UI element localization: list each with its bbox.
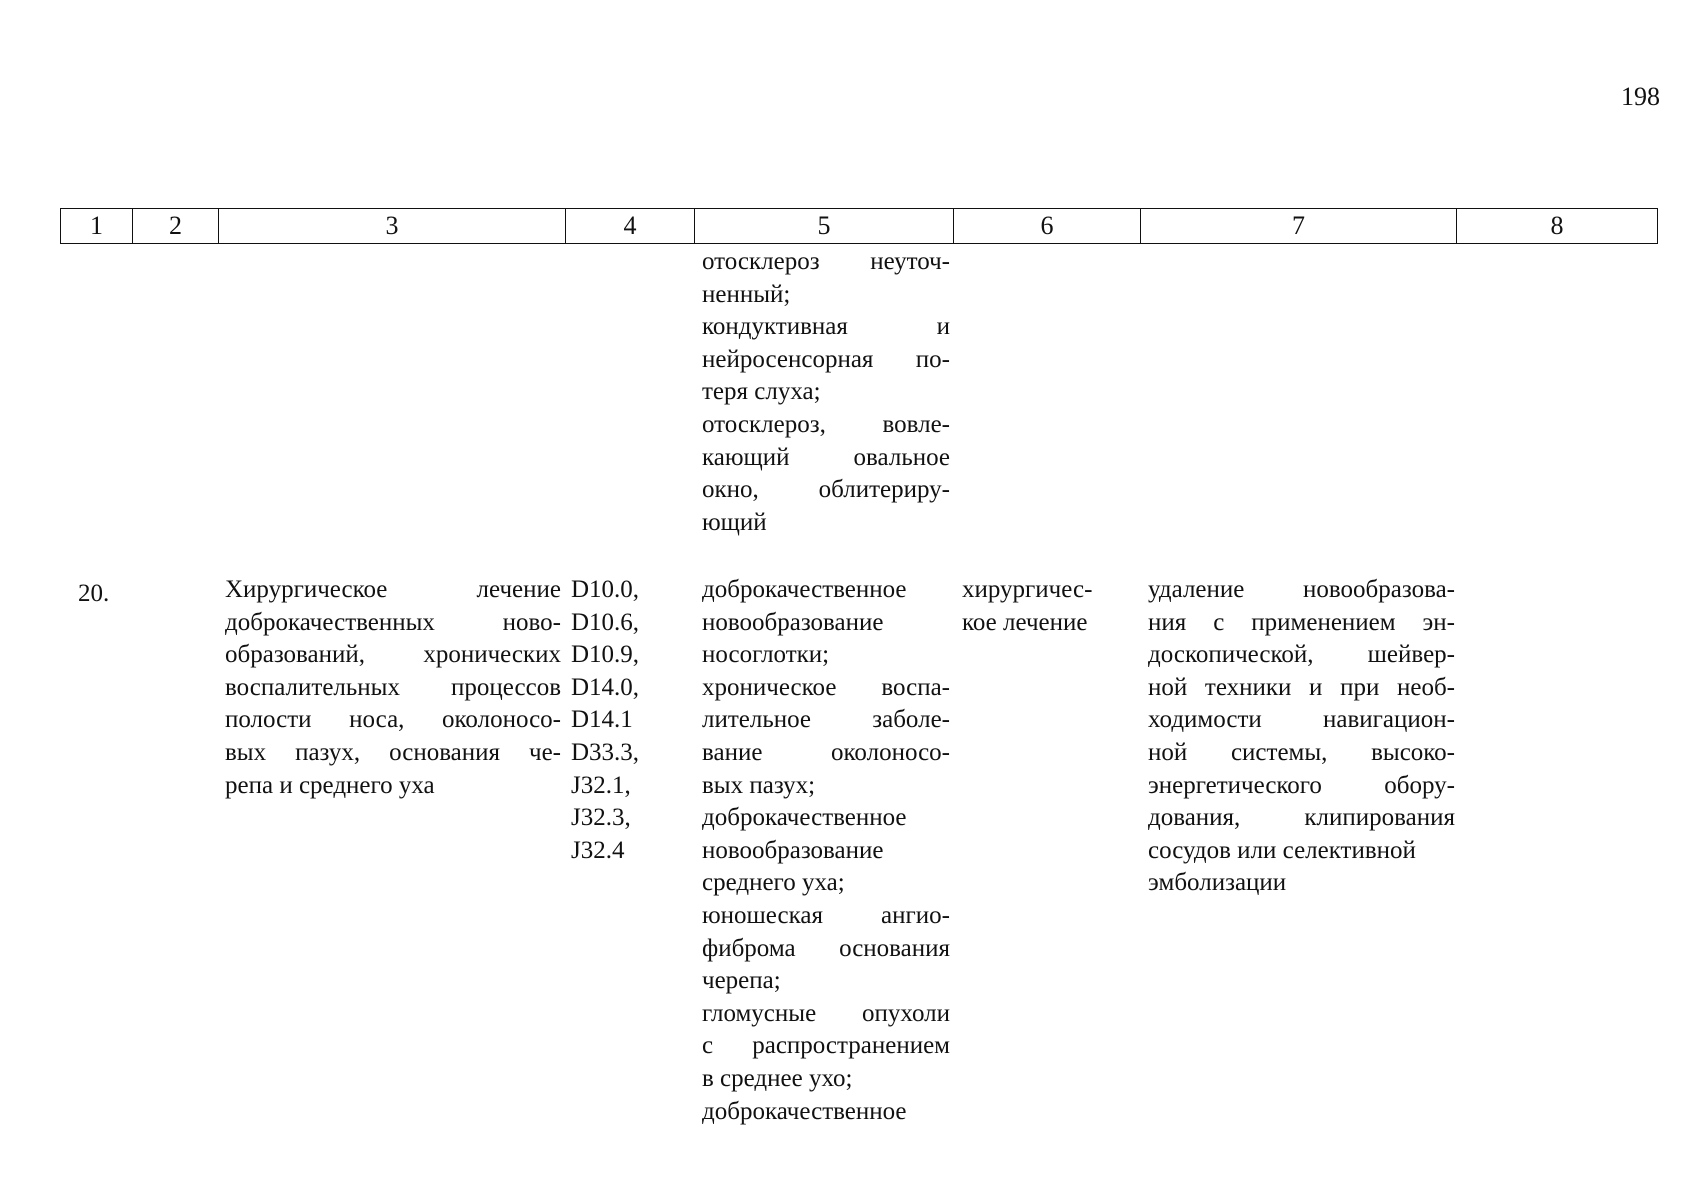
row20-col3-description: Хирургическое лечение доброкачественных ново- образований, хронических воспалительных процессов полости носа, околоносо- вых пазух, основания че- репа и среднего уха <box>225 576 561 799</box>
continued-col5-diagnosis: отосклероз неуточ- ненный; кондуктивная и нейросенсорная по- теря слуха; отосклероз, вовле- кающий овальное окно, облитериру- ющий <box>702 248 950 536</box>
row-number: 20. <box>78 580 110 607</box>
header-col-6: 6 <box>954 209 1141 243</box>
page-number: 198 <box>1621 82 1660 111</box>
header-col-2: 2 <box>133 209 219 243</box>
table-header-row <box>60 208 1658 244</box>
header-col-7: 7 <box>1141 209 1457 243</box>
row20-col4-codes: D10.0, D10.6, D10.9, D14.0, D14.1 D33.3, J32.1, J32.3, J32.4 <box>571 576 640 864</box>
header-col-1: 1 <box>61 209 133 243</box>
row20-col7-treatment-method: удаление новообразова- ния с применением эн- доскопической, шейвер- ной техники и при необ- ходимости навигацион- ной системы, высоко- энергетического обору- дования, клипирования сосудов или селективной эмболизации <box>1148 576 1455 897</box>
header-col-5: 5 <box>695 209 954 243</box>
header-col-8: 8 <box>1550 211 1564 240</box>
row20-col6-treatment-type: хирургичес- кое лечение <box>962 576 1093 636</box>
row20-col5-diagnosis: доброкачественное новообразование носоглотки; хроническое воспа- лительное заболе- вание околоносо- вых пазух; доброкачественное новообразование среднего уха; юношеская ангио- фиброма основания черепа; гломусные опухоли с распространением в среднее ухо; доброкачественное <box>702 576 950 1125</box>
header-col-4: 4 <box>566 209 695 243</box>
header-col-3: 3 <box>219 209 566 243</box>
